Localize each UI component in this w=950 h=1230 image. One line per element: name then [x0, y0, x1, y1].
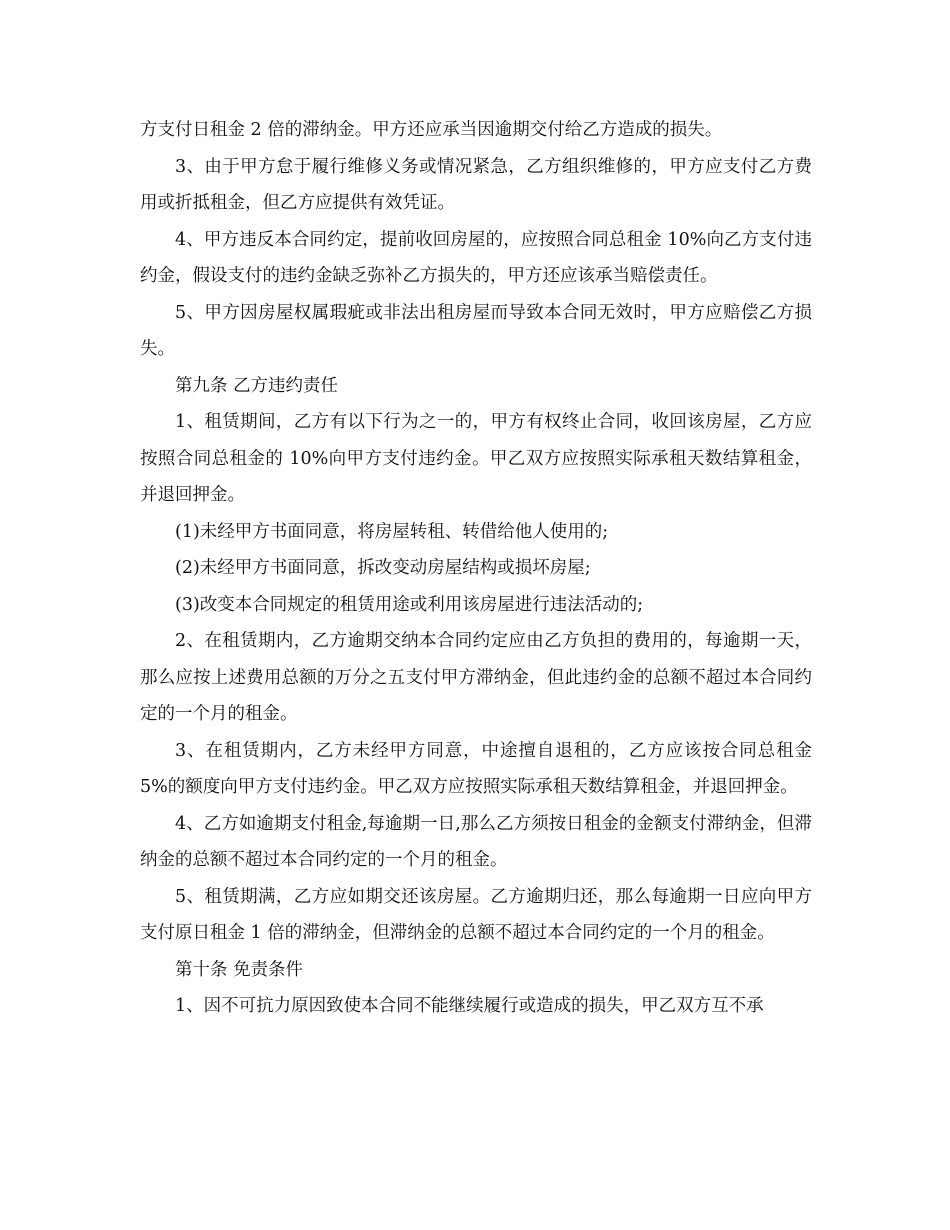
list-item: (3)改变本合同规定的租赁用途或利用该房屋进行违法活动的;: [175, 594, 644, 615]
paragraph: 方支付日租金 2 倍的滞纳金。甲方还应承当因逾期交付给乙方造成的损失。: [140, 120, 723, 140]
section-heading: 第九条 乙方违约责任: [175, 375, 339, 396]
section-heading: 第十条 免责条件: [175, 959, 304, 980]
paragraph: 4、乙方如逾期支付租金,每逾期一日,那么乙方须按日租金的金额支付滞纳金，但滞纳金的总额不超过本合同约定的一个月的租金。: [140, 813, 812, 870]
list-item: (1)未经甲方书面同意，将房屋转租、转借给他人使用的;: [175, 521, 609, 542]
paragraph: 5、租赁期满，乙方应如期交还该房屋。乙方逾期归还，那么每逾期一日应向甲方支付原日租金 1 倍的滞纳金，但滞纳金的总额不超过本合同约定的一个月的租金。: [140, 886, 812, 943]
paragraph: 3、由于甲方怠于履行维修义务或情况紧急，乙方组织维修的，甲方应支付乙方费用或折抵租金，但乙方应提供有效凭证。: [140, 156, 812, 213]
paragraph: 1、租赁期间，乙方有以下行为之一的，甲方有权终止合同，收回该房屋，乙方应按照合同总租金的 10%向甲方支付违约金。甲乙双方应按照实际承租天数结算租金，并退回押金。: [140, 412, 812, 505]
paragraph: 4、甲方违反本合同约定，提前收回房屋的，应按照合同总租金 10%向乙方支付违约金，假设支付的违约金缺乏弥补乙方损失的，甲方还应该承当赔偿责任。: [140, 229, 812, 286]
paragraph: 3、在租赁期内，乙方未经甲方同意，中途擅自退租的，乙方应该按合同总租金 5%的额度向甲方支付违约金。甲乙双方应按照实际承租天数结算租金，并退回押金。: [140, 740, 812, 797]
paragraph: 5、甲方因房屋权属瑕疵或非法出租房屋而导致本合同无效时，甲方应赔偿乙方损失。: [140, 302, 812, 359]
document-body: [140, 112, 812, 1025]
paragraph: 2、在租赁期内，乙方逾期交纳本合同约定应由乙方负担的费用的，每逾期一天，那么应按上述费用总额的万分之五支付甲方滞纳金，但此违约金的总额不超过本合同约定的一个月的租金。: [140, 631, 812, 724]
paragraph: 1、因不可抗力原因致使本合同不能继续履行或造成的损失，甲乙双方互不承: [175, 996, 764, 1016]
list-item: (2)未经甲方书面同意，拆改变动房屋结构或损坏房屋;: [175, 558, 591, 578]
